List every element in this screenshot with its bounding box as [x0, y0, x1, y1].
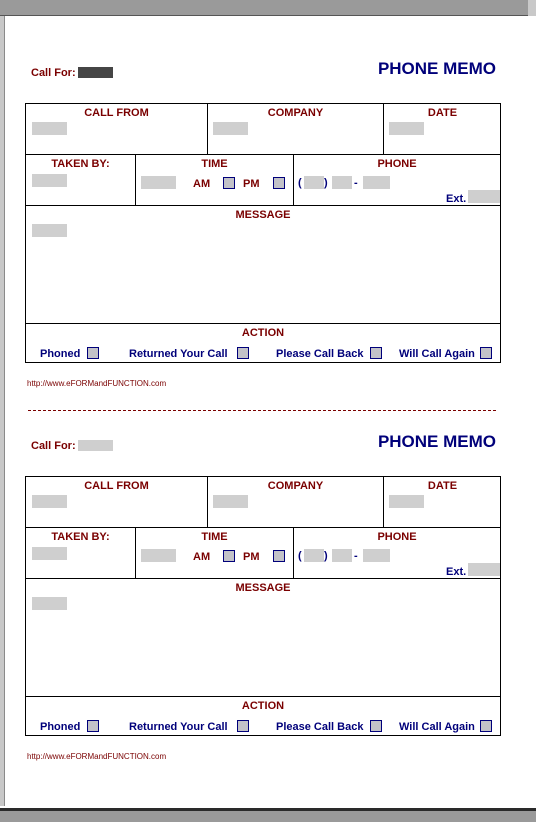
taken-by-field[interactable]	[32, 174, 67, 187]
please-call-back-label: Please Call Back	[276, 348, 364, 360]
area-code-field[interactable]	[304, 176, 324, 189]
row-divider	[26, 527, 500, 528]
phone-line-field[interactable]	[363, 549, 390, 562]
ext-label: Ext.	[446, 566, 467, 578]
row-divider	[26, 205, 500, 206]
memo-title: PHONE MEMO	[377, 59, 496, 78]
will-call-again-label: Will Call Again	[399, 348, 475, 360]
please-call-back-label: Please Call Back	[276, 721, 364, 733]
time-label: TIME	[201, 531, 228, 543]
viewer-top-right-corner	[528, 0, 536, 16]
returned-call-checkbox[interactable]	[237, 347, 249, 359]
time-field[interactable]	[141, 176, 176, 189]
row-divider	[26, 323, 500, 324]
area-code-open-paren: (	[298, 550, 302, 562]
phone-memo-2	[0, 432, 536, 780]
area-code-close-paren: )	[324, 177, 328, 189]
pm-label: PM	[243, 178, 260, 190]
will-call-again-checkbox[interactable]	[480, 347, 492, 359]
date-label: DATE	[427, 480, 458, 492]
row-divider	[26, 696, 500, 697]
company-field[interactable]	[213, 495, 248, 508]
cut-line	[28, 410, 496, 411]
date-field[interactable]	[389, 122, 424, 135]
am-label: AM	[193, 178, 211, 190]
please-call-back-checkbox[interactable]	[370, 347, 382, 359]
will-call-again-label: Will Call Again	[399, 721, 475, 733]
will-call-again-checkbox[interactable]	[480, 720, 492, 732]
returned-call-label: Returned Your Call	[129, 721, 228, 733]
phoned-checkbox[interactable]	[87, 720, 99, 732]
phone-prefix-field[interactable]	[332, 176, 352, 189]
am-checkbox[interactable]	[223, 550, 235, 562]
phone-memo-1	[0, 59, 536, 407]
am-checkbox[interactable]	[223, 177, 235, 189]
area-code-field[interactable]	[304, 549, 324, 562]
am-label: AM	[193, 551, 211, 563]
website-url: http://www.eFORMandFUNCTION.com	[27, 752, 167, 761]
call-from-field[interactable]	[32, 495, 67, 508]
memo-form	[25, 476, 501, 736]
call-from-field[interactable]	[32, 122, 67, 135]
taken-by-label: TAKEN BY:	[51, 531, 110, 543]
viewer-top-bar	[0, 0, 536, 16]
area-code-open-paren: (	[298, 177, 302, 189]
call-for-label: Call For:	[31, 440, 76, 452]
taken-by-label: TAKEN BY:	[51, 158, 110, 170]
area-code-close-paren: )	[324, 550, 328, 562]
date-label: DATE	[427, 107, 458, 119]
message-field[interactable]	[32, 597, 67, 610]
call-for-label: Call For:	[31, 67, 76, 79]
time-label: TIME	[201, 158, 228, 170]
please-call-back-checkbox[interactable]	[370, 720, 382, 732]
memo-title: PHONE MEMO	[377, 432, 496, 451]
time-field[interactable]	[141, 549, 176, 562]
phone-prefix-field[interactable]	[332, 549, 352, 562]
pm-checkbox[interactable]	[273, 177, 285, 189]
ext-field[interactable]	[468, 563, 500, 576]
pm-checkbox[interactable]	[273, 550, 285, 562]
website-url: http://www.eFORMandFUNCTION.com	[27, 379, 167, 388]
returned-call-label: Returned Your Call	[129, 348, 228, 360]
date-field[interactable]	[389, 495, 424, 508]
taken-by-field[interactable]	[32, 547, 67, 560]
message-label: MESSAGE	[235, 582, 291, 594]
message-field[interactable]	[32, 224, 67, 237]
call-for-field[interactable]	[78, 67, 113, 78]
call-from-label: CALL FROM	[84, 107, 149, 119]
call-for-field[interactable]	[78, 440, 113, 451]
viewer-bottom-bar	[0, 808, 536, 822]
ext-label: Ext.	[446, 193, 467, 205]
phone-label: PHONE	[377, 158, 417, 170]
message-label: MESSAGE	[235, 209, 291, 221]
row-divider	[26, 578, 500, 579]
phoned-checkbox[interactable]	[87, 347, 99, 359]
phoned-label: Phoned	[40, 348, 81, 360]
phone-dash: -	[354, 550, 358, 562]
phone-dash: -	[354, 177, 358, 189]
action-label: ACTION	[241, 700, 285, 712]
returned-call-checkbox[interactable]	[237, 720, 249, 732]
call-from-label: CALL FROM	[84, 480, 149, 492]
memo-form	[25, 103, 501, 363]
company-label: COMPANY	[267, 107, 324, 119]
phone-label: PHONE	[377, 531, 417, 543]
company-field[interactable]	[213, 122, 248, 135]
pm-label: PM	[243, 551, 260, 563]
phone-line-field[interactable]	[363, 176, 390, 189]
company-label: COMPANY	[267, 480, 324, 492]
action-label: ACTION	[241, 327, 285, 339]
row-divider	[26, 154, 500, 155]
ext-field[interactable]	[468, 190, 500, 203]
phoned-label: Phoned	[40, 721, 81, 733]
